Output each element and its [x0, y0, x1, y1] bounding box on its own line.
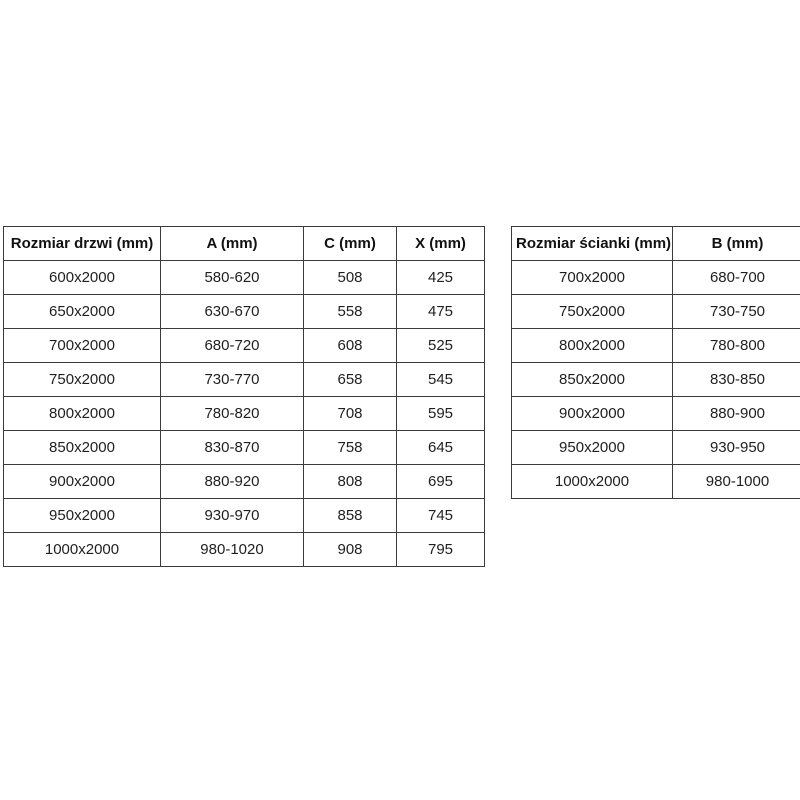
- table-cell: 980-1020: [161, 533, 304, 567]
- table-row: [512, 363, 800, 397]
- table-cell: 700x2000: [512, 261, 673, 295]
- table-row: [4, 533, 485, 567]
- table-cell: 900x2000: [512, 397, 673, 431]
- table-cell: 780-820: [161, 397, 304, 431]
- table-cell: 1000x2000: [512, 465, 673, 499]
- table-cell: 580-620: [161, 261, 304, 295]
- table-cell: 780-800: [673, 329, 800, 363]
- table-row: [4, 329, 485, 363]
- table-cell: 858: [304, 499, 397, 533]
- table-cell: 880-900: [673, 397, 800, 431]
- table-cell: 650x2000: [4, 295, 161, 329]
- table-cell: 850x2000: [4, 431, 161, 465]
- table-row: [4, 397, 485, 431]
- table-cell: 680-700: [673, 261, 800, 295]
- table-row: [512, 329, 800, 363]
- table-cell: 425: [397, 261, 485, 295]
- table-row: [4, 295, 485, 329]
- door-size-table: [3, 226, 485, 567]
- table-row: [512, 261, 800, 295]
- table-row: [4, 261, 485, 295]
- column-header: C (mm): [304, 227, 397, 261]
- table-cell: 930-970: [161, 499, 304, 533]
- table-cell: 758: [304, 431, 397, 465]
- table-cell: 880-920: [161, 465, 304, 499]
- table-row: [512, 295, 800, 329]
- table-cell: 680-720: [161, 329, 304, 363]
- column-header: X (mm): [397, 227, 485, 261]
- table-cell: 800x2000: [512, 329, 673, 363]
- column-header: Rozmiar drzwi (mm): [4, 227, 161, 261]
- table-cell: 980-1000: [673, 465, 800, 499]
- table-cell: 745: [397, 499, 485, 533]
- table-row: [512, 431, 800, 465]
- table-cell: 695: [397, 465, 485, 499]
- table-cell: 525: [397, 329, 485, 363]
- table-row: [512, 397, 800, 431]
- table-cell: 908: [304, 533, 397, 567]
- table-cell: 730-770: [161, 363, 304, 397]
- header-row: [4, 227, 485, 261]
- table-cell: 950x2000: [512, 431, 673, 465]
- table-cell: 545: [397, 363, 485, 397]
- table-cell: 930-950: [673, 431, 800, 465]
- table-cell: 600x2000: [4, 261, 161, 295]
- column-header: B (mm): [673, 227, 800, 261]
- table-cell: 508: [304, 261, 397, 295]
- table-row: [4, 431, 485, 465]
- table-cell: 730-750: [673, 295, 800, 329]
- table-cell: 900x2000: [4, 465, 161, 499]
- wall-panel-size-table: [511, 226, 800, 499]
- table-cell: 475: [397, 295, 485, 329]
- table-cell: 950x2000: [4, 499, 161, 533]
- header-row: [512, 227, 800, 261]
- table-cell: 708: [304, 397, 397, 431]
- table-row: [512, 465, 800, 499]
- table-cell: 800x2000: [4, 397, 161, 431]
- table-cell: 830-850: [673, 363, 800, 397]
- table-row: [4, 465, 485, 499]
- table-cell: 808: [304, 465, 397, 499]
- column-header: Rozmiar ścianki (mm): [512, 227, 673, 261]
- table-cell: 750x2000: [4, 363, 161, 397]
- table-cell: 658: [304, 363, 397, 397]
- table-cell: 558: [304, 295, 397, 329]
- table-cell: 850x2000: [512, 363, 673, 397]
- table-cell: 700x2000: [4, 329, 161, 363]
- table-cell: 595: [397, 397, 485, 431]
- table-cell: 795: [397, 533, 485, 567]
- table-cell: 645: [397, 431, 485, 465]
- table-row: [4, 499, 485, 533]
- table-cell: 608: [304, 329, 397, 363]
- table-cell: 830-870: [161, 431, 304, 465]
- table-row: [4, 363, 485, 397]
- table-cell: 630-670: [161, 295, 304, 329]
- column-header: A (mm): [161, 227, 304, 261]
- table-cell: 1000x2000: [4, 533, 161, 567]
- table-cell: 750x2000: [512, 295, 673, 329]
